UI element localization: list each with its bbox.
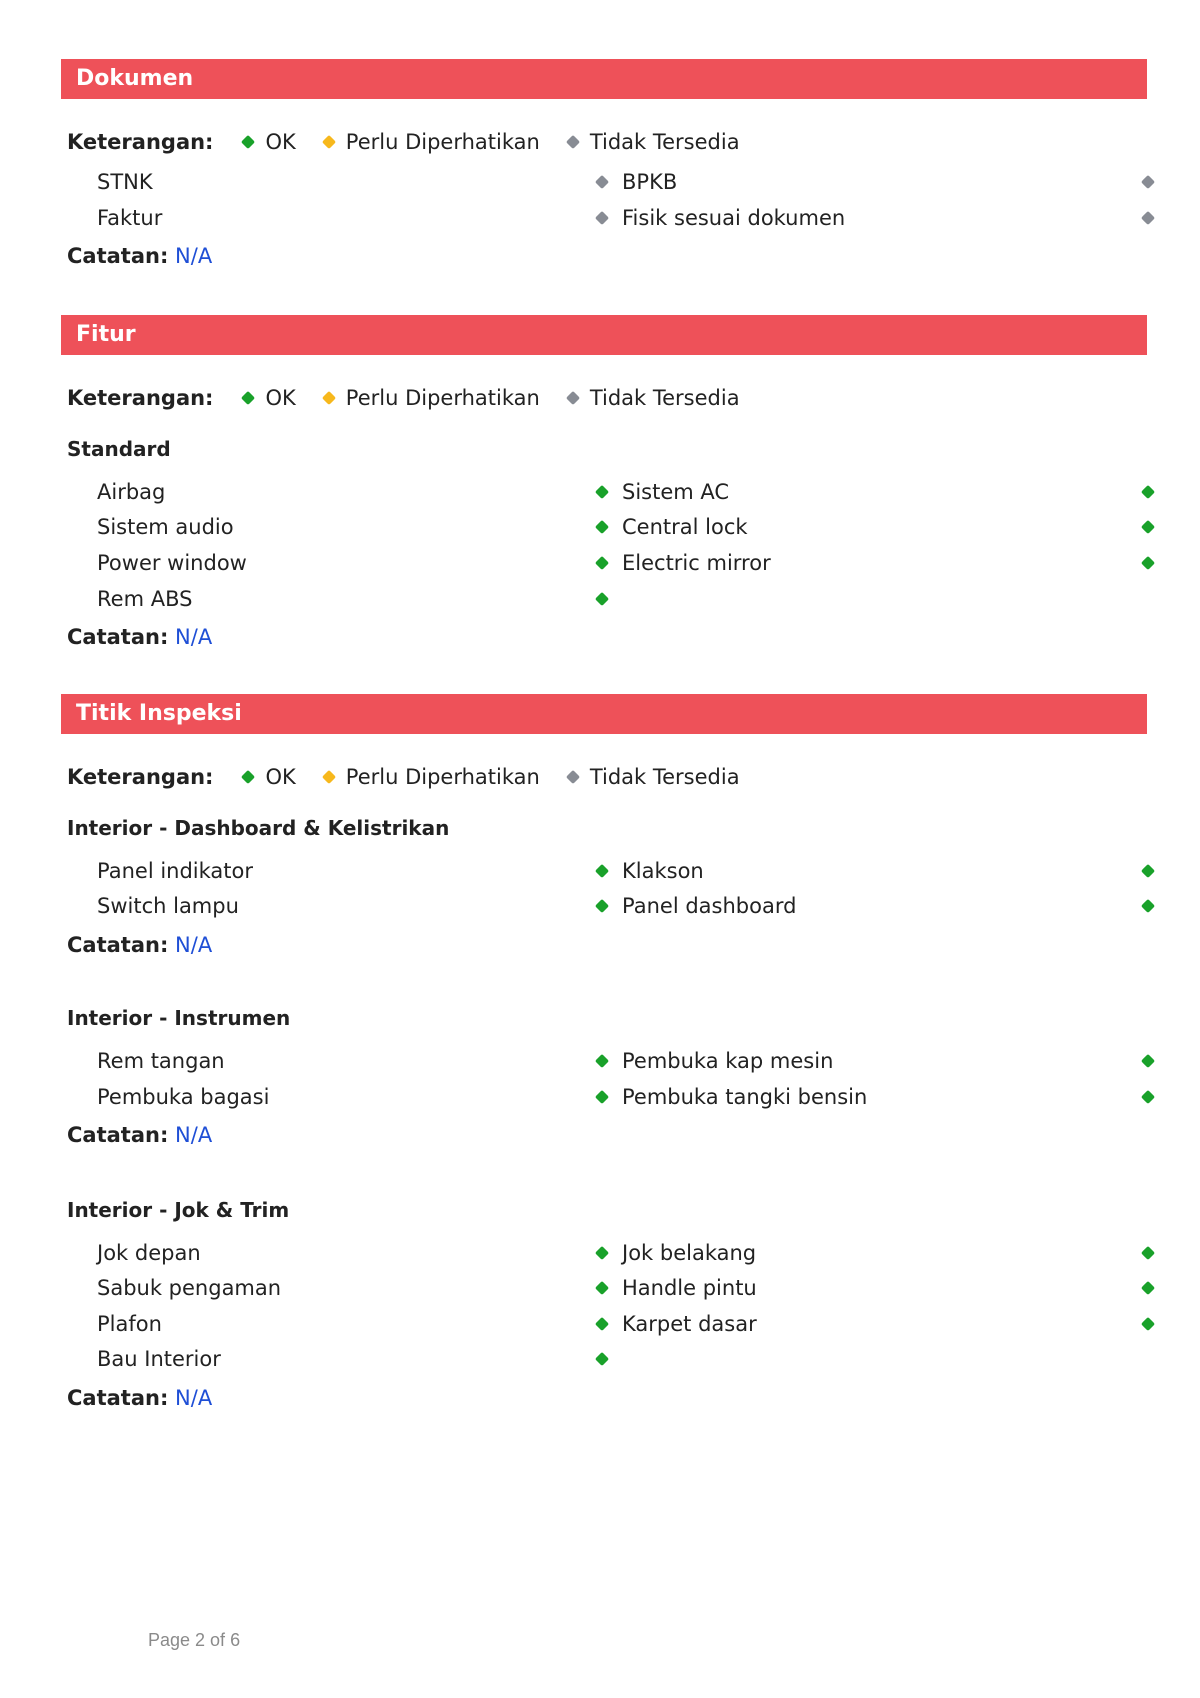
checklist-item	[97, 510, 637, 544]
subsection-title: Standard	[67, 437, 171, 461]
note-label: Catatan:	[67, 625, 169, 649]
legend-ok	[243, 386, 295, 410]
unavailable-status-icon	[1141, 211, 1155, 225]
checklist-item	[97, 1271, 637, 1305]
unavailable-status-icon	[1141, 175, 1155, 189]
item-label: Klakson	[622, 859, 704, 883]
subsection-title: Interior - Dashboard & Kelistrikan	[67, 816, 450, 840]
legend	[67, 385, 768, 411]
checklist-item	[97, 1342, 637, 1376]
item-label: Bau Interior	[97, 1347, 221, 1371]
ok-status-icon	[595, 1352, 609, 1366]
checklist-item	[622, 1271, 1147, 1305]
item-label: Plafon	[97, 1312, 162, 1336]
note-value: N/A	[175, 933, 213, 957]
subsection-title: Interior - Jok & Trim	[67, 1198, 290, 1222]
checklist-item	[622, 1080, 1147, 1114]
note-value: N/A	[175, 1123, 213, 1147]
item-label: Panel dashboard	[622, 894, 797, 918]
item-label: Pembuka tangki bensin	[622, 1085, 868, 1109]
note-label: Catatan:	[67, 1123, 169, 1147]
section-fitur	[61, 315, 1147, 649]
item-label: Jok belakang	[622, 1241, 757, 1265]
item-label: Rem tangan	[97, 1049, 225, 1073]
legend-na-label: Tidak Tersedia	[589, 386, 740, 410]
note-value: N/A	[175, 1386, 213, 1410]
ok-status-icon	[595, 556, 609, 570]
ok-status-icon	[241, 770, 255, 784]
unavailable-status-icon	[566, 391, 580, 405]
legend	[67, 764, 768, 790]
item-label: Jok depan	[97, 1241, 201, 1265]
legend-warn	[324, 130, 540, 154]
note-label: Catatan:	[67, 933, 169, 957]
ok-status-icon	[595, 592, 609, 606]
checklist-item	[97, 854, 637, 888]
checklist-item	[97, 582, 637, 616]
section-header-fitur: Fitur	[61, 315, 1147, 355]
legend-warn-label: Perlu Diperhatikan	[345, 765, 540, 789]
checklist-item	[97, 1044, 637, 1078]
ok-status-icon	[1141, 899, 1155, 913]
checklist-item	[97, 475, 637, 509]
note	[67, 1386, 212, 1410]
item-label: Handle pintu	[622, 1276, 757, 1300]
checklist-item	[622, 546, 1147, 580]
note-value: N/A	[175, 625, 213, 649]
ok-status-icon	[1141, 1281, 1155, 1295]
checklist-item	[97, 889, 637, 923]
legend-ok	[243, 765, 295, 789]
ok-status-icon	[1141, 556, 1155, 570]
unavailable-status-icon	[566, 770, 580, 784]
item-label: Rem ABS	[97, 587, 193, 611]
item-label: Power window	[97, 551, 247, 575]
ok-status-icon	[595, 1317, 609, 1331]
ok-status-icon	[1141, 1090, 1155, 1104]
legend-na	[568, 386, 740, 410]
subsection-title: Interior - Instrumen	[67, 1006, 291, 1030]
ok-status-icon	[595, 899, 609, 913]
checklist-item	[97, 1080, 637, 1114]
checklist-item	[622, 889, 1147, 923]
legend-warn	[324, 765, 540, 789]
legend	[67, 129, 768, 155]
checklist-item	[622, 475, 1147, 509]
unavailable-status-icon	[595, 211, 609, 225]
item-label: Sistem AC	[622, 480, 730, 504]
item-label: STNK	[97, 170, 153, 194]
ok-status-icon	[595, 1281, 609, 1295]
legend-na	[568, 765, 740, 789]
ok-status-icon	[1141, 864, 1155, 878]
item-label: Sistem audio	[97, 515, 234, 539]
checklist-item	[622, 510, 1147, 544]
legend-ok-label: OK	[265, 386, 296, 410]
legend-title: Keterangan:	[67, 386, 214, 410]
item-label: Faktur	[97, 206, 163, 230]
ok-status-icon	[595, 485, 609, 499]
checklist-item	[622, 1236, 1147, 1270]
legend-na	[568, 130, 740, 154]
item-label: Electric mirror	[622, 551, 771, 575]
legend-warn	[324, 386, 540, 410]
checklist-item	[97, 165, 637, 199]
ok-status-icon	[595, 1246, 609, 1260]
checklist-item	[622, 201, 1147, 235]
legend-na-label: Tidak Tersedia	[589, 130, 740, 154]
note	[67, 625, 212, 649]
ok-status-icon	[1141, 1317, 1155, 1331]
item-label: Panel indikator	[97, 859, 254, 883]
ok-status-icon	[1141, 1246, 1155, 1260]
warning-status-icon	[322, 135, 336, 149]
checklist-item	[622, 1307, 1147, 1341]
ok-status-icon	[1141, 485, 1155, 499]
legend-warn-label: Perlu Diperhatikan	[345, 386, 540, 410]
note-value: N/A	[175, 244, 213, 268]
checklist-item	[622, 165, 1147, 199]
checklist-item	[622, 1044, 1147, 1078]
checklist-item	[622, 854, 1147, 888]
checklist-item	[97, 201, 637, 235]
ok-status-icon	[1141, 1054, 1155, 1068]
note	[67, 933, 212, 957]
section-header-inspeksi: Titik Inspeksi	[61, 694, 1147, 734]
legend-ok	[243, 130, 295, 154]
unavailable-status-icon	[595, 175, 609, 189]
ok-status-icon	[595, 864, 609, 878]
legend-title: Keterangan:	[67, 130, 214, 154]
legend-title: Keterangan:	[67, 765, 214, 789]
item-label: Switch lampu	[97, 894, 239, 918]
legend-warn-label: Perlu Diperhatikan	[345, 130, 540, 154]
section-dokumen	[61, 59, 1147, 268]
note	[67, 244, 212, 268]
ok-status-icon	[241, 391, 255, 405]
unavailable-status-icon	[566, 135, 580, 149]
legend-ok-label: OK	[265, 130, 296, 154]
ok-status-icon	[1141, 520, 1155, 534]
item-label: Airbag	[97, 480, 166, 504]
note-label: Catatan:	[67, 244, 169, 268]
note	[67, 1123, 212, 1147]
checklist-item	[97, 1307, 637, 1341]
note-label: Catatan:	[67, 1386, 169, 1410]
warning-status-icon	[322, 391, 336, 405]
ok-status-icon	[595, 1090, 609, 1104]
page-number: Page 2 of 6	[148, 1630, 241, 1650]
item-label: Fisik sesuai dokumen	[622, 206, 846, 230]
item-label: Sabuk pengaman	[97, 1276, 282, 1300]
item-label: Karpet dasar	[622, 1312, 757, 1336]
legend-ok-label: OK	[265, 765, 296, 789]
ok-status-icon	[241, 135, 255, 149]
checklist-item	[97, 546, 637, 580]
item-label: Central lock	[622, 515, 748, 539]
section-header-dokumen: Dokumen	[61, 59, 1147, 99]
item-label: Pembuka bagasi	[97, 1085, 270, 1109]
checklist-item	[97, 1236, 637, 1270]
section-titik-inspeksi	[61, 694, 1147, 1410]
item-label: BPKB	[622, 170, 678, 194]
warning-status-icon	[322, 770, 336, 784]
item-label: Pembuka kap mesin	[622, 1049, 834, 1073]
ok-status-icon	[595, 1054, 609, 1068]
ok-status-icon	[595, 520, 609, 534]
legend-na-label: Tidak Tersedia	[589, 765, 740, 789]
